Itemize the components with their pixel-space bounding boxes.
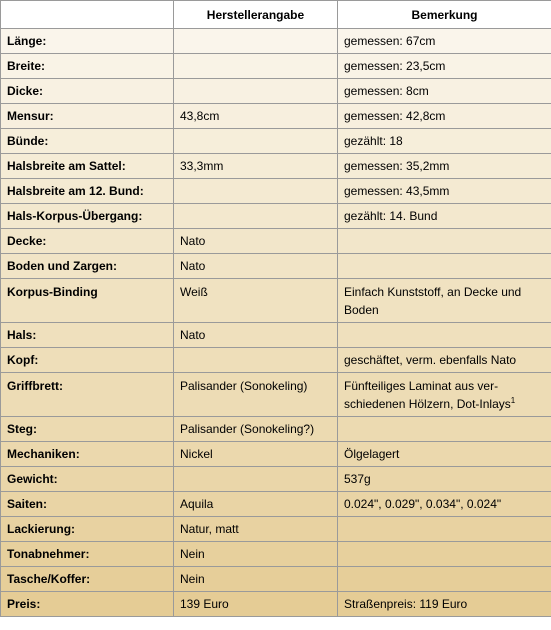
- remark-cell: [338, 104, 551, 129]
- remark-text: Ölgelagert: [344, 447, 400, 461]
- table-row: [1, 129, 551, 154]
- remark-cell: [338, 179, 551, 204]
- header-spec: [1, 1, 174, 29]
- spec-name-cell: Mechaniken:: [1, 442, 174, 467]
- remark-text: gemessen: 67cm: [344, 34, 436, 48]
- table-row: [1, 229, 551, 254]
- table-row: [1, 179, 551, 204]
- spec-name-cell: Mensur:: [1, 104, 174, 129]
- table-row: [1, 567, 551, 592]
- remark-text: 0.024", 0.029", 0.034", 0.024": [344, 497, 502, 511]
- spec-name-cell: Länge:: [1, 29, 174, 54]
- header-manufacturer: Herstellerangabe: [174, 1, 338, 29]
- remark-text: gemessen: 8cm: [344, 84, 429, 98]
- spec-name-cell: Halsbreite am 12. Bund:: [1, 179, 174, 204]
- table-row: [1, 279, 551, 323]
- spec-name-cell: Hals:: [1, 323, 174, 348]
- table-row: [1, 442, 551, 467]
- table-row: [1, 29, 551, 54]
- remark-cell: [338, 373, 551, 417]
- manufacturer-cell: Natur, matt: [174, 517, 338, 542]
- table-row: [1, 323, 551, 348]
- manufacturer-cell: [174, 54, 338, 79]
- remark-text: geschäftet, verm. ebenfalls Nato: [344, 353, 517, 367]
- remark-text: 537g: [344, 472, 371, 486]
- spec-name-cell: Boden und Zargen:: [1, 254, 174, 279]
- manufacturer-cell: 43,8cm: [174, 104, 338, 129]
- manufacturer-cell: Palisander (Sonokeling): [174, 373, 338, 417]
- spec-name-cell: Korpus-Binding: [1, 279, 174, 323]
- manufacturer-cell: Nato: [174, 229, 338, 254]
- table-row: [1, 154, 551, 179]
- manufacturer-cell: Nein: [174, 567, 338, 592]
- manufacturer-cell: [174, 179, 338, 204]
- remark-text: gemessen: 35,2mm: [344, 159, 450, 173]
- remark-cell: [338, 417, 551, 442]
- spec-name-cell: Dicke:: [1, 79, 174, 104]
- table-row: [1, 348, 551, 373]
- remark-cell: [338, 492, 551, 517]
- spec-name-cell: Halsbreite am Sattel:: [1, 154, 174, 179]
- remark-cell: [338, 154, 551, 179]
- remark-cell: [338, 323, 551, 348]
- spec-name-cell: Lackierung:: [1, 517, 174, 542]
- table-row: [1, 517, 551, 542]
- remark-text: gemessen: 42,8cm: [344, 109, 446, 123]
- manufacturer-cell: Nato: [174, 323, 338, 348]
- remark-cell: [338, 129, 551, 154]
- remark-text: gezählt: 18: [344, 134, 403, 148]
- spec-name-cell: Bünde:: [1, 129, 174, 154]
- remark-text: gemessen: 23,5cm: [344, 59, 446, 73]
- remark-cell: [338, 204, 551, 229]
- remark-cell: [338, 348, 551, 373]
- table-row: [1, 542, 551, 567]
- manufacturer-cell: [174, 348, 338, 373]
- manufacturer-cell: [174, 79, 338, 104]
- remark-cell: [338, 229, 551, 254]
- table-row: [1, 204, 551, 229]
- remark-cell: [338, 517, 551, 542]
- table-row: [1, 104, 551, 129]
- remark-cell: [338, 442, 551, 467]
- table-row: [1, 592, 551, 617]
- remark-cell: [338, 567, 551, 592]
- table-body: [1, 29, 551, 617]
- manufacturer-cell: [174, 29, 338, 54]
- manufacturer-cell: Nein: [174, 542, 338, 567]
- manufacturer-cell: [174, 129, 338, 154]
- spec-name-cell: Hals-Korpus-Übergang:: [1, 204, 174, 229]
- spec-name-cell: Tasche/Koffer:: [1, 567, 174, 592]
- table-row: [1, 492, 551, 517]
- remark-cell: [338, 467, 551, 492]
- remark-cell: [338, 29, 551, 54]
- remark-cell: [338, 54, 551, 79]
- manufacturer-cell: Aquila: [174, 492, 338, 517]
- spec-name-cell: Kopf:: [1, 348, 174, 373]
- remark-cell: [338, 592, 551, 617]
- remark-cell: [338, 79, 551, 104]
- spec-name-cell: Steg:: [1, 417, 174, 442]
- remark-cell: [338, 542, 551, 567]
- manufacturer-cell: [174, 467, 338, 492]
- table-row: [1, 79, 551, 104]
- header-remark: Bemerkung: [338, 1, 551, 29]
- spec-name-cell: Griffbrett:: [1, 373, 174, 417]
- remark-text: Fünfteiliges Laminat aus ver-schiedenen Hölzern, Dot-Inlays: [344, 379, 511, 411]
- spec-name-cell: Breite:: [1, 54, 174, 79]
- table-row: [1, 373, 551, 417]
- table-row: [1, 54, 551, 79]
- manufacturer-cell: 139 Euro: [174, 592, 338, 617]
- table-row: [1, 467, 551, 492]
- remark-cell: [338, 254, 551, 279]
- spec-name-cell: Decke:: [1, 229, 174, 254]
- table-row: [1, 254, 551, 279]
- manufacturer-cell: Weiß: [174, 279, 338, 323]
- spec-name-cell: Saiten:: [1, 492, 174, 517]
- spec-name-cell: Gewicht:: [1, 467, 174, 492]
- header-row: [1, 1, 551, 29]
- spec-name-cell: Preis:: [1, 592, 174, 617]
- manufacturer-cell: Nato: [174, 254, 338, 279]
- manufacturer-cell: 33,3mm: [174, 154, 338, 179]
- manufacturer-cell: [174, 204, 338, 229]
- remark-text: gezählt: 14. Bund: [344, 209, 438, 223]
- spec-name-cell: Tonabnehmer:: [1, 542, 174, 567]
- manufacturer-cell: Palisander (Sonokeling?): [174, 417, 338, 442]
- footnote-marker: 1: [510, 396, 516, 405]
- remark-text: Straßenpreis: 119 Euro: [344, 597, 468, 611]
- remark-text: gemessen: 43,5mm: [344, 184, 450, 198]
- remark-cell: [338, 279, 551, 323]
- manufacturer-cell: Nickel: [174, 442, 338, 467]
- table-row: [1, 417, 551, 442]
- remark-text: Einfach Kunststoff, an Decke und Boden: [344, 285, 522, 317]
